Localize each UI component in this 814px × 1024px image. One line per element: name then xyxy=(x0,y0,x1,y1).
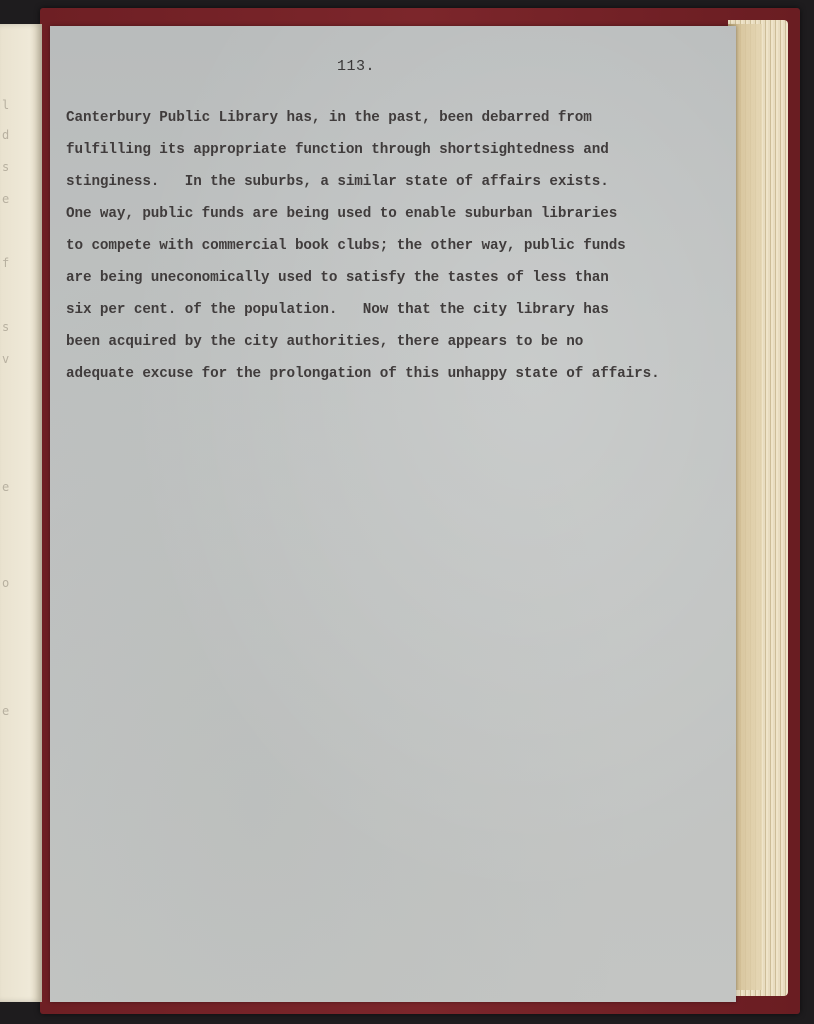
text-line: to compete with commercial book clubs; the other way, public funds xyxy=(66,238,626,254)
text-line: been acquired by the city authorities, there appears to be no xyxy=(66,334,584,350)
page-number: 113. xyxy=(337,58,376,75)
text-line: stinginess. In the suburbs, a similar state of affairs exists. xyxy=(66,174,609,190)
text-line: six per cent. of the population. Now that the city library has xyxy=(66,302,609,318)
text-line: fulfilling its appropriate function through shortsightedness and xyxy=(66,142,609,158)
text-line: Canterbury Public Library has, in the past, been debarred from xyxy=(66,110,592,126)
text-line: adequate excuse for the prolongation of this unhappy state of affairs. xyxy=(66,366,660,382)
text-line: are being uneconomically used to satisfy the tastes of less than xyxy=(66,270,609,286)
left-facing-page: l d s e f s v e o e xyxy=(0,24,42,1002)
body-paragraph xyxy=(66,102,738,390)
typed-page xyxy=(50,26,736,1002)
text-line: One way, public funds are being used to enable suburban libraries xyxy=(66,206,618,222)
